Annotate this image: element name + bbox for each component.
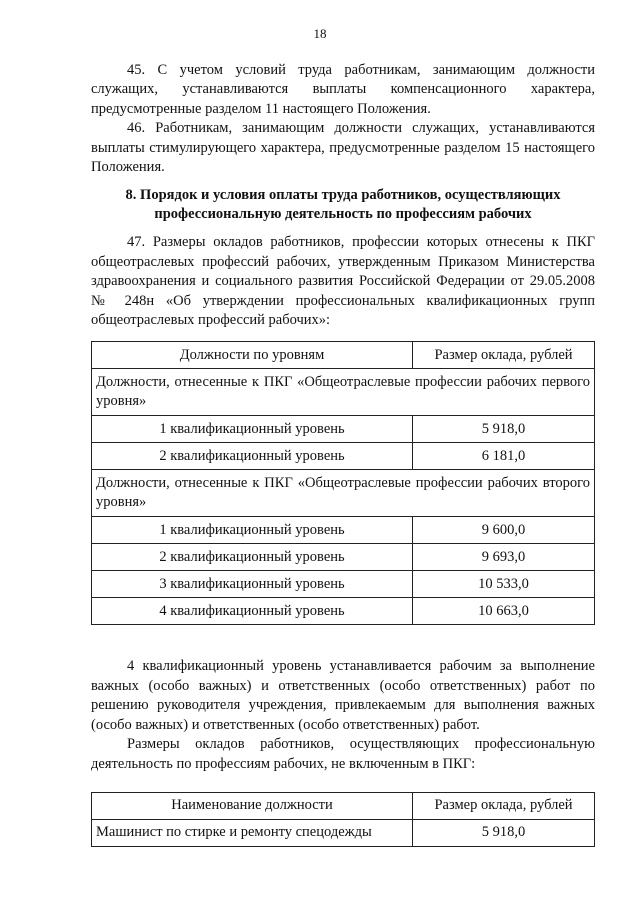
- column-header-levels: Должности по уровням: [92, 342, 413, 369]
- paragraph-level4-note: 4 квалификационный уровень устанавливается рабочим за выполнение важных (особо важных) и ответственных (особо ответственных) работ по решению руководителя учреждения, привлекаемым для выполнения важных (особо важных) и ответственных (особо ответственных) работ.: [91, 658, 595, 733]
- table-row: [92, 544, 595, 571]
- salary-cell: 10 533,0: [413, 571, 595, 598]
- column-header-position: Наименование должности: [92, 792, 413, 819]
- salary-cell: 9 600,0: [413, 517, 595, 544]
- table-row: [92, 571, 595, 598]
- table-header-row: [92, 342, 595, 369]
- level-cell: 1 квалификационный уровень: [92, 517, 413, 544]
- table-row: [92, 517, 595, 544]
- table-group-row: [92, 470, 595, 517]
- table-row: [92, 598, 595, 625]
- level-cell: 4 квалификационный уровень: [92, 598, 413, 625]
- salary-cell: 6 181,0: [413, 443, 595, 470]
- level-cell: 2 квалификационный уровень: [92, 544, 413, 571]
- section-heading-line2: профессиональную деятельность по профессиям рабочих: [154, 206, 532, 223]
- salary-cell: 10 663,0: [413, 598, 595, 625]
- salary-table-non-pkg: [91, 792, 595, 847]
- level-cell: 3 квалификационный уровень: [92, 571, 413, 598]
- paragraph-45: 45. С учетом условий труда работникам, занимающим должности служащих, устанавливаются выплаты компенсационного характера, предусмотренные разделом 11 настоящего Положения.: [91, 62, 595, 117]
- salary-cell: 5 918,0: [413, 819, 595, 846]
- paragraph-non-pkg: Размеры окладов работников, осуществляющих профессиональную деятельность по профессиям рабочих, не включенным в ПКГ:: [91, 736, 595, 772]
- column-header-salary: Размер оклада, рублей: [413, 342, 595, 369]
- paragraph-47: 47. Размеры окладов работников, профессии которых отнесены к ПКГ общеотраслевых профессий рабочих, утвержденным Приказом Министерства здравоохранения и социального развития Российской Федерации от 29.05.2008 № 248н «Об утверждении профессиональных квалификационных групп общеотраслевых профессий рабочих»:: [91, 234, 595, 329]
- table-row: [92, 416, 595, 443]
- table-header-row: [92, 792, 595, 819]
- table-group-row: [92, 369, 595, 416]
- salary-cell: 5 918,0: [413, 416, 595, 443]
- group-title-second-level: Должности, отнесенные к ПКГ «Общеотраслевые профессии рабочих второго уровня»: [92, 470, 595, 517]
- table-row: [92, 819, 595, 846]
- level-cell: 1 квалификационный уровень: [92, 416, 413, 443]
- level-cell: 2 квалификационный уровень: [92, 443, 413, 470]
- section-heading: [91, 186, 595, 224]
- column-header-salary: Размер оклада, рублей: [413, 792, 595, 819]
- salary-table-pkg: [91, 341, 595, 625]
- paragraph-46: 46. Работникам, занимающим должности служащих, устанавливаются выплаты стимулирующего характера, предусмотренные разделом 15 настоящего Положения.: [91, 120, 595, 176]
- table-row: [92, 443, 595, 470]
- group-title-first-level: Должности, отнесенные к ПКГ «Общеотраслевые профессии рабочих первого уровня»: [92, 369, 595, 416]
- position-cell: Машинист по стирке и ремонту спецодежды: [92, 819, 413, 846]
- section-heading-line1: 8. Порядок и условия оплаты труда работников, осуществляющих: [125, 187, 561, 204]
- document-body: [91, 61, 595, 847]
- page-number: 18: [313, 26, 327, 41]
- salary-cell: 9 693,0: [413, 544, 595, 571]
